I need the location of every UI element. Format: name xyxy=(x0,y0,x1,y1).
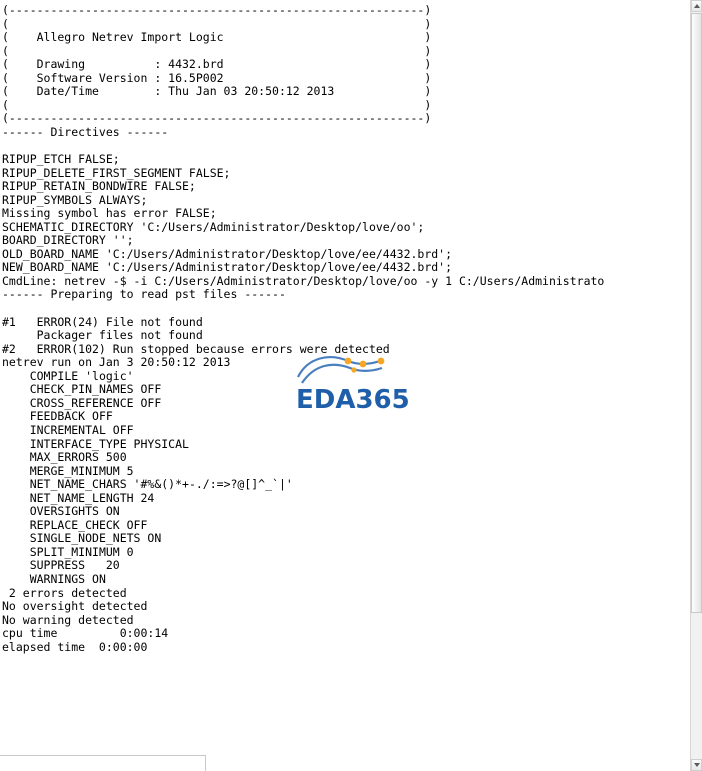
directive-line: BOARD_DIRECTORY ''; xyxy=(2,233,134,248)
directive-line: RIPUP_SYMBOLS ALWAYS; xyxy=(2,192,148,207)
setting-line: NET_NAME_CHARS '#%&()*+-./:=>?@[]^_`|' xyxy=(29,477,293,492)
setting-line: MERGE_MINIMUM 5 xyxy=(29,463,134,478)
log-summary-block xyxy=(2,587,690,628)
summary-line: No warning detected xyxy=(2,612,134,627)
log-timing-block xyxy=(2,627,690,654)
directive-line: SCHEMATIC_DIRECTORY 'C:/Users/Administrator/Desktop/love/oo'; xyxy=(2,219,425,234)
setting-line: INCREMENTAL OFF xyxy=(29,422,134,437)
log-directives-block xyxy=(2,126,690,289)
setting-line: OVERSIGHTS ON xyxy=(29,504,120,519)
setting-line: REPLACE_CHECK OFF xyxy=(29,517,148,532)
directive-line: RIPUP_RETAIN_BONDWIRE FALSE; xyxy=(2,179,196,194)
cmdline-text: CmdLine: netrev -$ -i C:/Users/Administrator/Desktop/love/oo -y 1 C:/Users/Administrato xyxy=(2,273,605,288)
pane-divider xyxy=(0,755,206,771)
header-blank-2: ( ) xyxy=(2,43,432,58)
directive-line: RIPUP_ETCH FALSE; xyxy=(2,152,120,167)
header-datetime-line: ( Date/Time : Thu Jan 03 20:50:12 2013 ) xyxy=(2,84,432,99)
log-header-block xyxy=(2,4,690,126)
chevron-down-icon xyxy=(694,763,700,767)
setting-line: CHECK_PIN_NAMES OFF xyxy=(29,382,162,397)
directive-line: OLD_BOARD_NAME 'C:/Users/Administrator/Desktop/love/ee/4432.brd'; xyxy=(2,246,453,261)
header-title-line: ( Allegro Netrev Import Logic ) xyxy=(2,30,432,45)
directive-line: NEW_BOARD_NAME 'C:/Users/Administrator/Desktop/love/ee/4432.brd'; xyxy=(2,260,453,275)
header-blank-3: ( ) xyxy=(2,97,432,112)
header-version-line: ( Software Version : 16.5P002 ) xyxy=(2,70,432,85)
header-border-bottom: (------------------------------------------------------------) xyxy=(2,111,432,126)
setting-line: INTERFACE_TYPE PHYSICAL xyxy=(29,436,189,451)
summary-line: 2 errors detected xyxy=(2,585,127,600)
header-blank-1: ( ) xyxy=(2,16,432,31)
setting-line: NET_NAME_LENGTH 24 xyxy=(29,490,155,505)
summary-line: No oversight detected xyxy=(2,599,148,614)
log-settings-block xyxy=(2,370,690,587)
setting-line: MAX_ERRORS 500 xyxy=(29,450,127,465)
scrollbar-thumb[interactable] xyxy=(691,13,702,613)
watermark-label: EDA365 xyxy=(296,385,410,415)
scroll-down-button[interactable] xyxy=(691,759,702,771)
run-line: netrev run on Jan 3 20:50:12 2013 xyxy=(2,355,231,370)
elapsed-time-line: elapsed time 0:00:00 xyxy=(2,639,148,654)
log-run-block xyxy=(2,356,690,370)
chevron-up-icon xyxy=(694,4,700,8)
log-progress-block xyxy=(2,288,690,356)
directive-line: Missing symbol has error FALSE; xyxy=(2,206,217,221)
setting-line: SUPPRESS 20 xyxy=(29,558,120,573)
scroll-up-button[interactable] xyxy=(691,0,702,12)
error-line: #1 ERROR(24) File not found xyxy=(2,314,203,329)
setting-line: SINGLE_NODE_NETS ON xyxy=(29,531,162,546)
preparing-line: ------ Preparing to read pst files ------ xyxy=(2,287,286,302)
directives-header: ------ Directives ------ xyxy=(2,124,169,139)
setting-line: CROSS_REFERENCE OFF xyxy=(29,395,162,410)
setting-line: SPLIT_MINIMUM 0 xyxy=(29,544,134,559)
vertical-scrollbar[interactable] xyxy=(690,0,702,771)
error-line: #2 ERROR(102) Run stopped because errors were detected xyxy=(2,341,390,356)
header-drawing-line: ( Drawing : 4432.brd ) xyxy=(2,57,432,72)
directive-line: RIPUP_DELETE_FIRST_SEGMENT FALSE; xyxy=(2,165,231,180)
error-detail-line: Packager files not found xyxy=(2,328,203,343)
setting-line: FEEDBACK OFF xyxy=(29,409,113,424)
header-border-top: (------------------------------------------------------------) xyxy=(2,3,432,17)
cpu-time-line: cpu time 0:00:14 xyxy=(2,626,169,641)
setting-line: WARNINGS ON xyxy=(29,571,106,586)
setting-line: COMPILE 'logic' xyxy=(29,368,134,383)
